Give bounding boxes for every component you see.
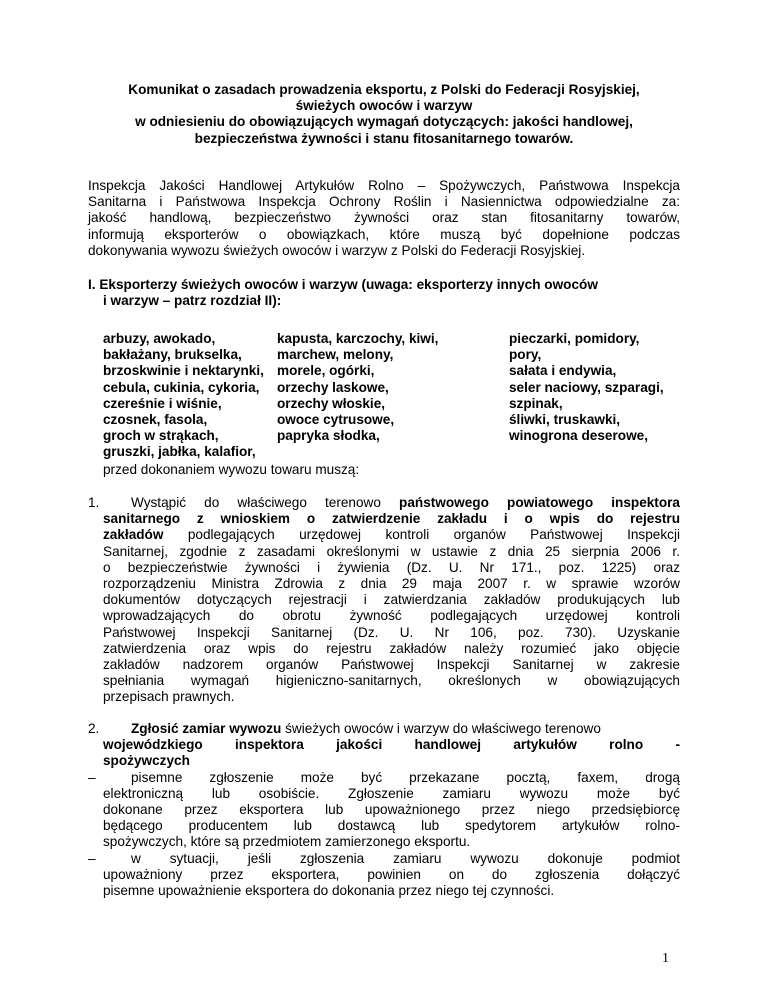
item-number: 2. [88, 721, 100, 736]
product-column-2 [277, 331, 438, 444]
intro-line: Sanitarna i Państwowa Inspekcja Ochrony Roślin i Nasiennictwa odpowiedzialne za: [88, 194, 680, 210]
product-line: czereśnie i wiśnie, [103, 395, 222, 411]
item-bold-text: państwowego powiatowego inspektora [399, 495, 680, 510]
item-line: Sanitarnej, zgodnie z zasadami określonymi w ustawie z dnia 25 sierpnia 2006 r. [103, 543, 680, 559]
product-line: gruszki, jabłka, kalafior, [103, 444, 256, 460]
product-line: brzoskwinie i nektarynki, [103, 363, 264, 379]
section-heading [88, 277, 680, 309]
item-text: Wystąpić do właściwego terenowo [131, 495, 400, 510]
obligation-item-2 [88, 721, 680, 899]
item-bold-text: Zgłosić zamiar wywozu [131, 721, 282, 736]
product-line: marchew, melony, [277, 347, 394, 363]
item-line [103, 753, 680, 769]
product-line: pieczarki, pomidory, [509, 331, 640, 346]
item-line: dokumentów dotyczących rejestracji i zatwierdzania zakładów produkujących lub [103, 592, 680, 608]
item-number: 1. [88, 495, 100, 510]
intro-paragraph [88, 178, 680, 259]
dash-line: spożywczych, które są przedmiotem zamierzonego eksportu. [103, 834, 471, 850]
product-line: cebula, cukinia, cykoria, [103, 379, 260, 395]
dash-line: elektroniczną lub osobiście. Zgłoszenie zamiaru wywozu może być [103, 785, 680, 801]
title-line: świeżych owoców i warzyw [295, 98, 473, 114]
product-line: morele, ogórki, [277, 363, 375, 379]
dash-line: w sytuacji, jeśli zgłoszenia zamiaru wywozu dokonuje podmiot [131, 850, 680, 866]
product-line: kapusta, karczochy, kiwi, [277, 331, 439, 346]
intro-line: dokonywania wywozu świeżych owoców i warzyw z Polski do Federacji Rosyjskiej. [88, 242, 586, 258]
product-line: seler naciowy, szparagi, [509, 379, 664, 395]
product-line: bakłażany, brukselka, [103, 347, 242, 363]
product-line: groch w strąkach, [103, 428, 219, 444]
dash-marker: – [88, 850, 96, 866]
title-line: w odniesieniu do obowiązujących wymagań dotyczących: jakości handlowej, [135, 114, 633, 130]
item-bold-text: wojewódzkiego inspektora jakości handlowej artykułów rolno - [103, 737, 680, 753]
document-title [88, 82, 680, 147]
item-line: wprowadzających do obrotu żywność podlegających urzędowej kontroli [103, 608, 680, 624]
dash-item-1 [88, 769, 680, 851]
dash-line: pisemne zgłoszenie może być przekazane pocztą, faxem, drogą [131, 769, 680, 785]
page-number: 1 [662, 951, 669, 966]
obligation-item-1 [88, 495, 680, 706]
item-text: podlegających urzędowej kontroli organów Państwowej Inspekcji [163, 527, 680, 543]
product-line: sałata i endywia, [509, 363, 617, 379]
intro-line: informują eksporterów o obowiązkach, które muszą być dopełnione podczas [88, 226, 680, 242]
product-line: papryka słodka, [277, 428, 380, 444]
product-line: winogrona deserowe, [509, 428, 648, 444]
item-body [103, 495, 680, 706]
title-line: Komunikat o zasadach prowadzenia eksportu, z Polski do Federacji Rosyjskiej, [128, 82, 640, 97]
product-line: czosnek, fasola, [103, 412, 208, 428]
dash-line: upoważniony przez eksportera, powinien on do zgłoszenia dołączyć [103, 866, 680, 882]
product-line: szpinak, [509, 395, 563, 411]
dash-item-2 [88, 850, 680, 900]
item-line: rozporządzeniu Ministra Zdrowia z dnia 29 maja 2007 r. w sprawie wzorów [103, 576, 680, 592]
dash-line: pisemne upoważnienie eksportera do dokonania przez niego tej czynności. [103, 883, 555, 899]
item-bold-text: spożywczych [103, 753, 190, 769]
intro-line: Inspekcja Jakości Handlowej Artykułów Rolno – Spożywczych, Państwowa Inspekcja [88, 178, 680, 193]
item-line: o bezpieczeństwie żywności i żywienia (Dz. U. Nr 171., poz. 1225) oraz [103, 559, 680, 575]
product-column-1 [103, 331, 264, 461]
item-line [103, 495, 680, 511]
product-line: arbuzy, awokado, [103, 331, 216, 346]
item-line: zakładów nadzorem organów Państwowej Inspekcji Sanitarnej w zakresie [103, 657, 680, 673]
dash-text [103, 851, 680, 900]
dash-marker: – [88, 769, 96, 785]
title-line: bezpieczeństwa żywności i stanu fitosanitarnego towarów. [194, 130, 574, 146]
section-heading-line: I. Eksporterzy świeżych owoców i warzyw (uwaga: eksporterzy innych owoców [88, 277, 598, 292]
section-heading-line: i warzyw – patrz rozdział II): [103, 293, 282, 309]
item-line: zatwierdzenia oraz wpis do rejestru zakładów należy rozumieć jako objęcie [103, 640, 680, 656]
before-export-text: przed dokonaniem wywozu towaru muszą: [103, 462, 360, 477]
item-line: przepisach prawnych. [103, 689, 235, 705]
item-bold-text: sanitarnego z wnioskiem o zatwierdzenie zakładu i o wpis do rejestru [103, 511, 680, 527]
item-line: spełniania wymagań higieniczno-sanitarnych, określonych w obowiązujących [103, 673, 680, 689]
product-line: orzechy laskowe, [277, 379, 389, 395]
item-line [103, 511, 680, 527]
intro-line: jakość handlową, bezpieczeństwo żywności oraz stan fitosanitarny towarów, [88, 210, 680, 226]
product-line: pory, [509, 347, 542, 363]
dash-line: dokonane przez eksportera lub upoważnionego przez niego przedsiębiorcę [103, 802, 680, 818]
item-line [103, 721, 680, 737]
item-body [88, 721, 680, 899]
product-line: śliwki, truskawki, [509, 412, 621, 428]
item-line: Państwowej Inspekcji Sanitarnej (Dz. U. Nr 106, poz. 730). Uzyskanie [103, 624, 680, 640]
dash-text [103, 770, 680, 851]
item-line [103, 527, 680, 543]
product-column-3 [509, 331, 664, 444]
item-line [103, 737, 680, 753]
product-line: owoce cytrusowe, [277, 412, 395, 428]
dash-line: będącego producentem lub dostawcą lub spedytorem artykułów rolno- [103, 818, 680, 834]
product-line: orzechy włoskie, [277, 395, 386, 411]
item-bold-text: zakładów [103, 527, 164, 543]
item-text: świeżych owoców i warzyw do właściwego terenowo [281, 721, 601, 736]
